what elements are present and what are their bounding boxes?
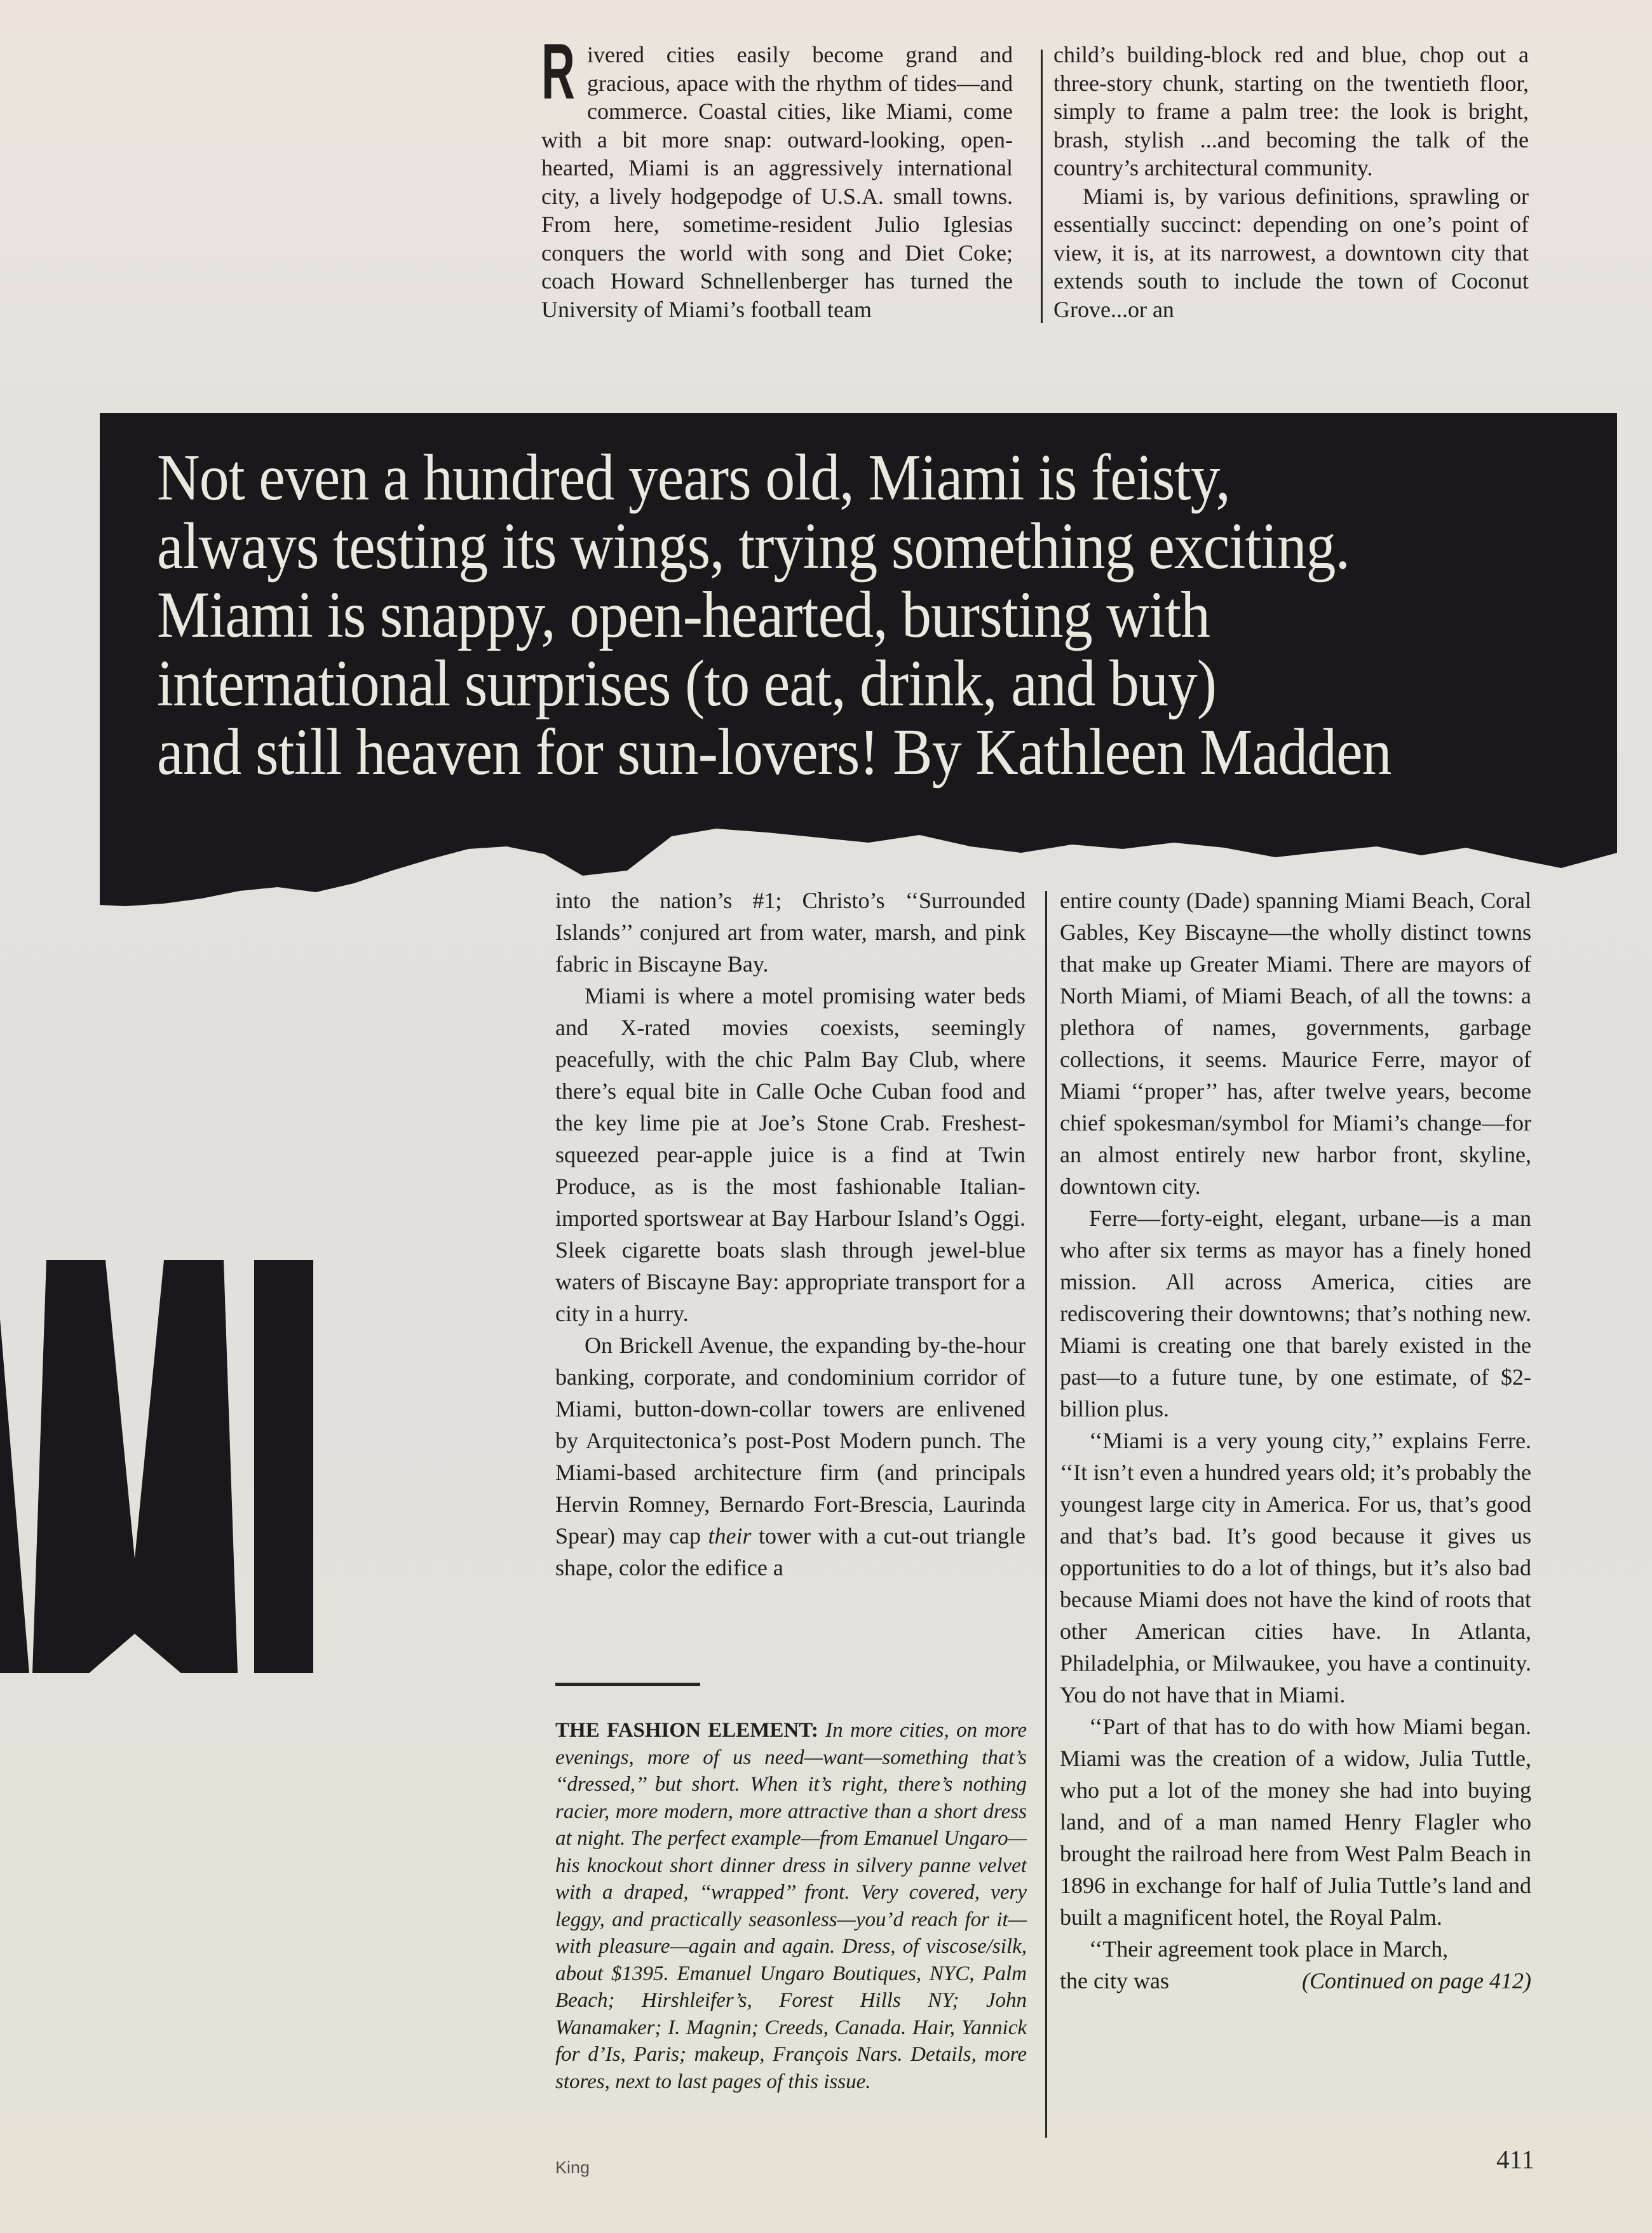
footer-credit: King — [555, 2158, 590, 2177]
pull-quote-line: international surprises (to eat, drink, and buy) — [157, 647, 1217, 720]
continuation-line — [1060, 1965, 1531, 1997]
cropped-letter-sliver — [0, 1319, 29, 1673]
paragraph: Miami is, by various definitions, sprawling or essentially succinct: depending on one’s point of view, it is, at its narrowest, a downtown city that extends south to include the town of Coconut Grove...or an — [1053, 183, 1529, 322]
top-right-column — [1053, 41, 1529, 323]
letter-m — [32, 1260, 238, 1673]
paragraph: Miami is where a motel promising water beds and X-rated movies coexists, seemingly peacefully, with the chic Palm Bay Club, where there’s equal bite in Calle Oche Cuban food and the key lime pie at Joe’s Stone Crab. Freshest-squeezed pear-apple juice is a find at Twin Produce, as is the most fashionable Italian-imported sportswear at Bay Harbour Island’s Oggi. Sleek cigarette boats slash through jewel-blue waters of Biscayne Bay: appropriate transport for a city in a hurry. — [555, 983, 1026, 1326]
paragraph: Ferre—forty-eight, elegant, urbane—is a man who after six terms as mayor has a finely honed mission. All across America, cities are rediscovering their downtowns; that’s nothing new. Miami is creating one that barely existed in the past—to a future tune, by one estimate, of $2-billion plus. — [1060, 1205, 1531, 1422]
masthead-letters-graphic — [0, 1260, 318, 1673]
paragraph: ‘‘Their agreement took place in March, — [1089, 1936, 1449, 1962]
pull-quote-line: Not even a hundred years old, Miami is feisty, — [157, 441, 1230, 514]
top-left-column — [541, 27, 1013, 323]
continuation-text: the city was — [1060, 1968, 1169, 1993]
lower-column-divider — [1045, 891, 1047, 2138]
emphasized-word: their — [708, 1523, 752, 1549]
top-column-divider — [1041, 50, 1043, 323]
pull-quote-text — [157, 441, 1391, 789]
paragraph: child’s building-block red and blue, chop out a three-story chunk, starting on the twentieth floor, simply to frame a palm tree: the look is bright, brash, stylish ...and becoming the talk of the country’s architectural community. — [1053, 42, 1529, 180]
pull-quote-line: and still heaven for sun-lovers! By Kathleen Madden — [157, 716, 1391, 789]
paragraph: ‘‘Miami is a very young city,’’ explains Ferre. ‘‘It isn’t even a hundred years old; it’s probably the youngest large city in America. For us, that’s good and that’s bad. It’s good because it gives us opportunities to do a lot of things, but it’s also bad because Miami does not have the kind of roots that other American cities have. In Atlanta, Philadelphia, or Milwaukee, you have a continuity. You do not have that in Miami. — [1060, 1428, 1531, 1707]
pull-quote-line: Miami is snappy, open-hearted, bursting with — [157, 578, 1210, 651]
pull-quote-line: always testing its wings, trying something exciting. — [157, 510, 1350, 583]
fashion-element-note — [555, 1717, 1027, 2095]
fashion-element-text: In more cities, on more evenings, more of us need—want—something that’s ‘‘dressed,’’ but short. When it’s right, there’s nothing racier, more modern, more attractive than a short dress at night. The perfect example—from Emanuel Ungaro—his knockout short dinner dress in silvery panne velvet with a draped, ‘‘wrapped’’ front. Very covered, very leggy, and practically seasonless—you’d reach for it—with pleasure—again and again. Dress, of viscose/silk, about $1395. Emanuel Ungaro Boutiques, NYC, Palm Beach; Hirshleifer’s, Forest Hills NY; John Wanamaker; I. Magnin; Creeds, Canada. Hair, Yannick for d’Is, Paris; makeup, François Nars. Details, more stores, next to last pages of this issue. — [555, 1719, 1027, 2093]
section-divider-rule — [555, 1683, 700, 1686]
drop-cap: R — [541, 27, 575, 116]
page-number: 411 — [1496, 2145, 1534, 2174]
paragraph-text: On Brickell Avenue, the expanding by-the-hour banking, corporate, and condominium corridor of Miami, button-down-collar towers are enlivened by Arquitectonica’s post-Post Modern punch. The Miami-based architecture firm (and principals Hervin Romney, Bernardo Fort-Brescia, Laurinda Spear) may cap — [555, 1333, 1026, 1549]
paragraph — [555, 1329, 1026, 1584]
paragraph: into the nation’s #1; Christo’s ‘‘Surrounded Islands’’ conjured art from water, marsh, and pink fabric in Biscayne Bay. — [555, 888, 1026, 977]
pull-quote-banner — [100, 413, 1617, 810]
opening-paragraph — [541, 27, 1013, 323]
lower-left-column — [555, 885, 1026, 1584]
paragraph-text: tower with a cut-out triangle shape, color the edifice a — [555, 1523, 1026, 1580]
fashion-element-label: THE FASHION ELEMENT: — [555, 1719, 818, 1742]
lower-right-column — [1060, 885, 1531, 1997]
paragraph: ‘‘Part of that has to do with how Miami began. Miami was the creation of a widow, Julia Tuttle, who put a lot of the money she had into buying land, and of a man named Henry Flagler who brought the railroad here from West Palm Beach in 1896 in exchange for half of Julia Tuttle’s land and built a magnificent hotel, the Royal Palm. — [1060, 1714, 1531, 1930]
continued-on-page-notice: (Continued on page 412) — [1302, 1968, 1531, 1993]
paragraph: entire county (Dade) spanning Miami Beach, Coral Gables, Key Biscayne—the wholly distinct towns that make up Greater Miami. There are mayors of North Miami, of Miami Beach, of all the towns: a plethora of names, governments, garbage collections, it seems. Maurice Ferre, mayor of Miami ‘‘proper’’ has, after twelve years, become chief spokesman/symbol for Miami’s change—for an almost entirely new harbor front, skyline, downtown city. — [1060, 888, 1531, 1199]
masthead-miami-letters — [0, 1260, 318, 1673]
opening-paragraph-text: ivered cities easily become grand and gracious, apace with the rhythm of tides—and commerce. Coastal cities, like Miami, come with a bit more snap: outward-looking, open-hearted, Miami is an aggressively international city, a lively hodgepodge of U.S.A. small towns. From here, sometime-resident Julio Iglesias conquers the world with song and Diet Coke; coach Howard Schnellenberger has turned the University of Miami’s football team — [541, 42, 1013, 322]
letter-i — [254, 1260, 313, 1673]
